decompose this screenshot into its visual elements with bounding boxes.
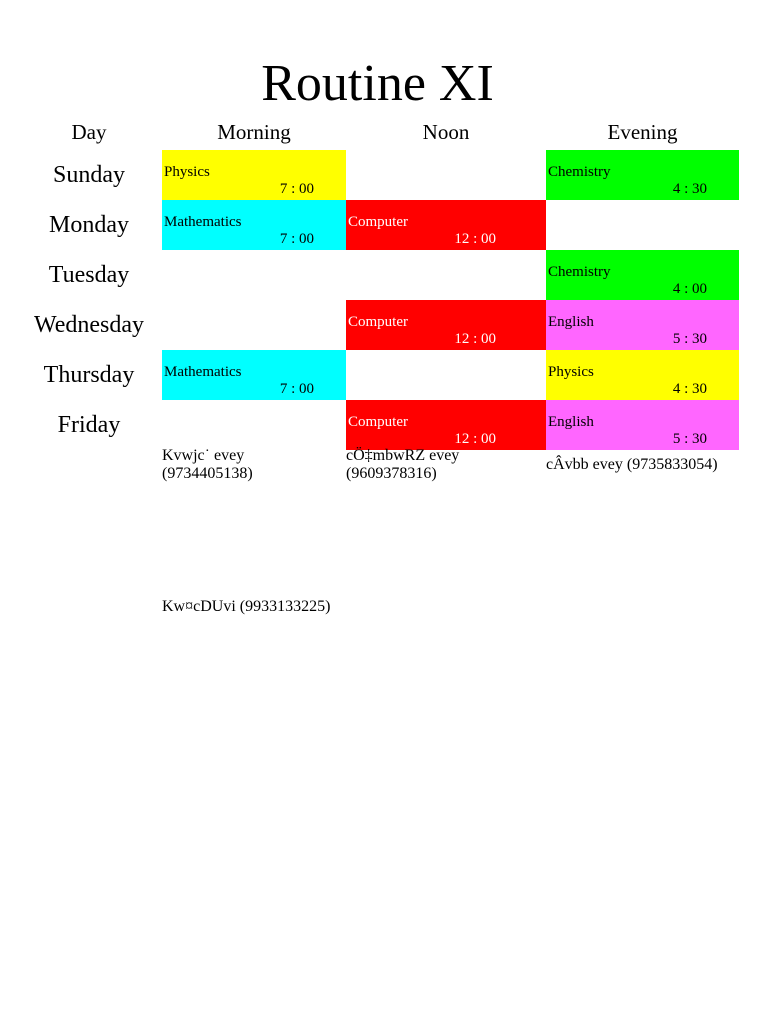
class-cell bbox=[546, 150, 739, 200]
teacher-extra: Kw¤cDUvi (9933133225) bbox=[162, 598, 331, 615]
class-subject: Physics bbox=[548, 364, 594, 380]
class-time: 5 : 30 bbox=[672, 331, 707, 347]
day-thursday: Thursday bbox=[43, 362, 135, 388]
class-subject: English bbox=[548, 414, 594, 430]
class-cell bbox=[162, 150, 346, 200]
class-subject: Mathematics bbox=[164, 364, 242, 380]
teacher-morning-phone: (9734405138) bbox=[162, 465, 253, 482]
day-friday: Friday bbox=[57, 412, 121, 438]
class-time: 4 : 30 bbox=[672, 381, 707, 397]
header-noon: Noon bbox=[422, 120, 470, 144]
class-cell bbox=[346, 300, 546, 350]
class-cell bbox=[346, 200, 546, 250]
day-monday: Monday bbox=[49, 212, 129, 238]
class-time: 5 : 30 bbox=[672, 431, 707, 447]
class-time: 12 : 00 bbox=[454, 331, 496, 347]
class-subject: Chemistry bbox=[548, 164, 611, 180]
teacher-noon-name: cÖ‡mbwRZ evey bbox=[346, 447, 460, 464]
day-sunday: Sunday bbox=[53, 162, 125, 188]
class-cell bbox=[546, 300, 739, 350]
class-time: 7 : 00 bbox=[279, 231, 314, 247]
class-time: 7 : 00 bbox=[279, 181, 314, 197]
class-cell bbox=[546, 250, 739, 300]
class-subject: Physics bbox=[164, 164, 210, 180]
class-subject: Computer bbox=[348, 214, 408, 230]
class-cell bbox=[546, 400, 739, 450]
class-subject: English bbox=[548, 314, 594, 330]
class-time: 12 : 00 bbox=[454, 231, 496, 247]
class-cell bbox=[162, 350, 346, 400]
class-time: 4 : 30 bbox=[672, 181, 707, 197]
day-tuesday: Tuesday bbox=[48, 262, 130, 288]
class-subject: Computer bbox=[348, 414, 408, 430]
class-time: 7 : 00 bbox=[279, 381, 314, 397]
class-subject: Computer bbox=[348, 314, 408, 330]
header-evening: Evening bbox=[607, 120, 678, 144]
header-day: Day bbox=[71, 120, 107, 144]
teacher-evening: cÂvbb evey (9735833054) bbox=[546, 456, 718, 473]
teacher-morning-name: Kvwjc˙ evey bbox=[162, 447, 245, 464]
class-time: 12 : 00 bbox=[454, 431, 496, 447]
teacher-noon-phone: (9609378316) bbox=[346, 465, 437, 482]
page-title: Routine XI bbox=[261, 55, 494, 112]
header-morning: Morning bbox=[217, 120, 291, 144]
day-wednesday: Wednesday bbox=[33, 312, 145, 338]
class-cell bbox=[346, 400, 546, 450]
class-cell bbox=[546, 350, 739, 400]
class-time: 4 : 00 bbox=[672, 281, 707, 297]
class-cell bbox=[162, 200, 346, 250]
class-subject: Mathematics bbox=[164, 214, 242, 230]
class-subject: Chemistry bbox=[548, 264, 611, 280]
